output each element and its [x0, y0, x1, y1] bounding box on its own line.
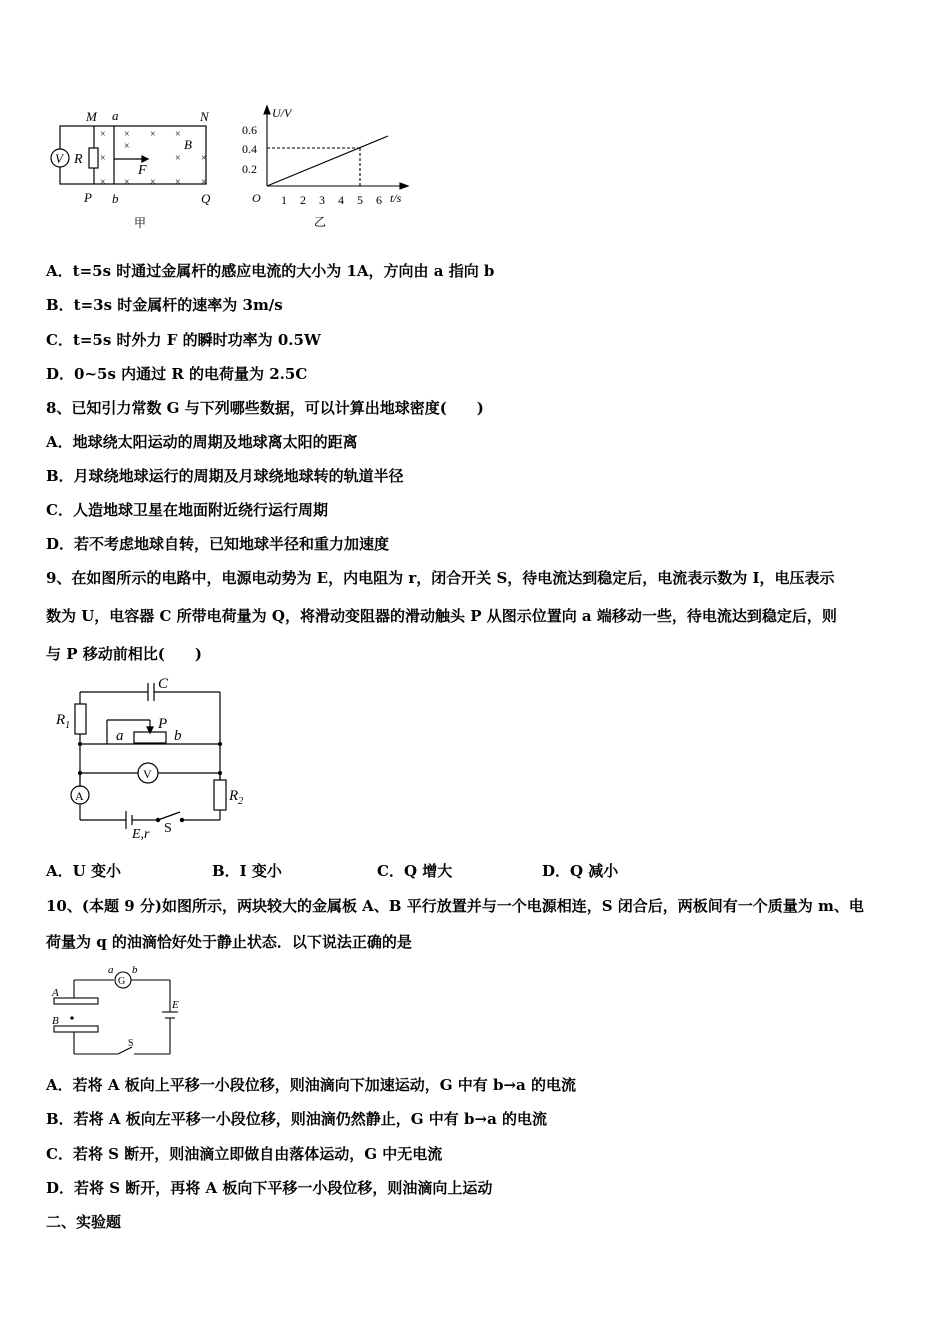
svg-text:×: ×: [124, 177, 130, 188]
q10-capacitor-figure: [46, 962, 196, 1062]
label-s: S: [128, 1038, 134, 1049]
q10-option-b: B．若将 A 板向左平移一小段位移，则油滴仍然静止，G 中有 b→a 的电流: [46, 1110, 548, 1128]
q10-stem-line1: 10、(本题 9 分)如图所示，两块较大的金属板 A、B 平行放置并与一个电源相连，S 闭合后，两板间有一个质量为 m、电: [46, 897, 864, 915]
label-b: b: [174, 728, 182, 744]
jia-r-label: R: [74, 152, 83, 167]
svg-text:×: ×: [201, 177, 207, 188]
jia-b-label: b: [112, 191, 119, 206]
label-e: E: [172, 999, 179, 1011]
x-tick-1: 1: [281, 193, 287, 207]
resistor-r1: [75, 704, 86, 734]
svg-text:×: ×: [150, 177, 156, 188]
label-a: a: [116, 728, 124, 744]
label-v: V: [143, 767, 152, 781]
x-tick-3: 3: [319, 193, 325, 207]
resistor-r2: [214, 780, 226, 810]
label-c: C: [158, 676, 169, 692]
jia-p-label: P: [84, 190, 92, 205]
x-axis-label: t/s: [390, 191, 402, 205]
q9-option-a: A．U 变小: [46, 862, 121, 880]
jia-m-label: M: [86, 109, 97, 124]
q10-stem-line2: 荷量为 q 的油滴恰好处于静止状态．以下说法正确的是: [46, 933, 412, 951]
q9-circuit-figure: [52, 672, 272, 842]
label-g: G: [118, 976, 126, 987]
q7-option-b: B．t=3s 时金属杆的速率为 3m/s: [46, 296, 283, 314]
q10-option-a: A．若将 A 板向上平移一小段位移，则油滴向下加速运动，G 中有 b→a 的电流: [46, 1076, 576, 1094]
svg-text:×: ×: [175, 177, 181, 188]
resistor-r-symbol: [89, 148, 98, 168]
label-ammeter: A: [75, 789, 84, 803]
label-a-plate: A: [52, 987, 59, 999]
data-line: [267, 136, 388, 186]
q8-option-b: B．月球绕地球运行的周期及月球绕地球转的轨道半径: [46, 467, 404, 485]
y-tick-0-6: 0.6: [242, 123, 257, 137]
svg-text:×: ×: [124, 141, 130, 152]
svg-text:×: ×: [150, 129, 156, 140]
q9-stem-line3: 与 P 移动前相比( ): [46, 645, 202, 663]
label-b-terminal: b: [132, 964, 138, 976]
section-heading: 二、实验题: [46, 1213, 122, 1231]
q10-option-c: C．若将 S 断开，则油滴立即做自由落体运动，G 中无电流: [46, 1145, 443, 1163]
switch-s: [158, 812, 180, 820]
x-tick-6: 6: [376, 193, 382, 207]
q9-option-d: D．Q 减小: [542, 862, 619, 880]
oil-drop: [70, 1016, 73, 1019]
jia-b-field-label: B: [184, 137, 192, 152]
label-p: P: [158, 716, 168, 732]
jia-q-label: Q: [201, 191, 211, 206]
origin-label: O: [252, 191, 261, 205]
y-tick-0-2: 0.2: [242, 162, 257, 176]
q8-option-c: C．人造地球卫星在地面附近绕行运行周期: [46, 501, 328, 519]
figure-jia: [46, 108, 216, 238]
q8-option-a: A．地球绕太阳运动的周期及地球离太阳的距离: [46, 433, 358, 451]
jia-n-label: N: [200, 109, 209, 124]
q10-option-d: D．若将 S 断开，再将 A 板向下平移一小段位移，则油滴向上运动: [46, 1179, 493, 1197]
x-tick-5: 5: [357, 193, 363, 207]
plate-a: [54, 998, 98, 1004]
jia-v-label: V: [55, 151, 63, 166]
label-s: S: [164, 821, 172, 836]
q9-option-b: B．I 变小: [212, 862, 282, 880]
svg-text:×: ×: [175, 129, 181, 140]
q9-option-c: C．Q 增大: [377, 862, 453, 880]
yi-caption: 乙: [314, 215, 327, 229]
svg-text:×: ×: [124, 129, 130, 140]
label-er: E,r: [132, 827, 150, 842]
svg-text:×: ×: [100, 153, 106, 164]
svg-text:×: ×: [100, 129, 106, 140]
label-r1: $R_1$: [56, 712, 71, 731]
q9-stem-line1: 9、在如图所示的电路中，电源电动势为 E，内电阻为 r，闭合开关 S，待电流达到稳定后，电流表示数为 I，电压表示: [46, 569, 835, 587]
y-tick-0-4: 0.4: [242, 142, 257, 156]
q9-stem-line2: 数为 U，电容器 C 所带电荷量为 Q，将滑动变阻器的滑动触头 P 从图示位置向 a 端移动一些，待电流达到稳定后，则: [46, 607, 837, 625]
q7-option-a: A．t=5s 时通过金属杆的感应电流的大小为 1A，方向由 a 指向 b: [46, 262, 495, 280]
q8-stem: 8、已知引力常数 G 与下列哪些数据，可以计算出地球密度( ): [46, 399, 484, 417]
y-axis-label: U/V: [272, 106, 292, 120]
jia-a-label: a: [112, 108, 119, 123]
plate-b: [54, 1026, 98, 1032]
label-r2: $R_2$: [229, 788, 244, 807]
svg-text:×: ×: [201, 153, 207, 164]
figure-yi-graph: [238, 104, 418, 234]
q7-option-d: D．0~5s 内通过 R 的电荷量为 2.5C: [46, 365, 308, 383]
jia-caption: 甲: [134, 216, 147, 230]
label-b-plate: B: [52, 1015, 59, 1027]
x-tick-2: 2: [300, 193, 306, 207]
label-a-terminal: a: [108, 964, 114, 976]
q7-option-c: C．t=5s 时外力 F 的瞬时功率为 0.5W: [46, 331, 321, 349]
q8-option-d: D．若不考虑地球自转，已知地球半径和重力加速度: [46, 535, 390, 553]
x-tick-4: 4: [338, 193, 344, 207]
jia-f-label: F: [138, 163, 147, 178]
svg-text:×: ×: [175, 153, 181, 164]
svg-text:×: ×: [100, 177, 106, 188]
